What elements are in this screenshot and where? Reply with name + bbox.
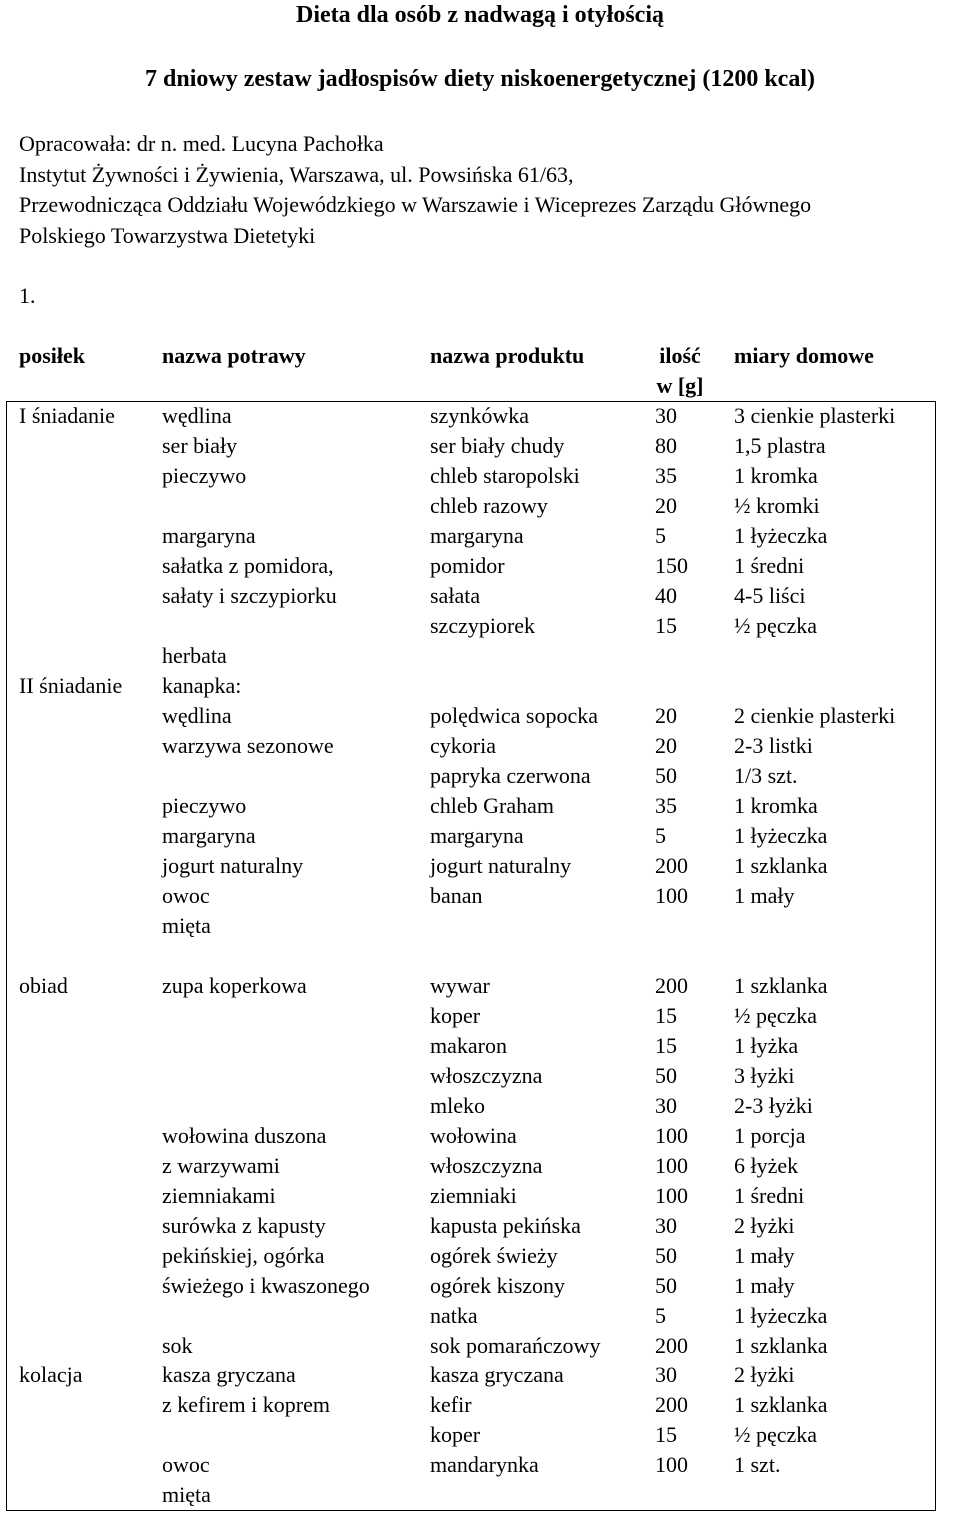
author-line: Polskiego Towarzystwa Dietetyki	[19, 222, 316, 248]
meal-name: kolacja	[19, 1362, 83, 1387]
meal-amounts: 30 80 35 20 5 150 40 15	[655, 403, 688, 638]
header-amount-line2: w [g]	[656, 373, 704, 398]
table-left-border	[6, 401, 7, 1511]
meal-products: szynkówka ser biały chudy chleb staropolski chleb razowy margaryna pomidor sałata szczypiorek	[430, 403, 580, 638]
meal-name: obiad	[19, 973, 68, 998]
meal-measures: 3 cienkie plasterki 1,5 plastra 1 kromka ½ kromki 1 łyżeczka 1 średni 4-5 liści ½ pęczka	[734, 403, 896, 638]
meal-measures: 1 szklanka ½ pęczka 1 łyżka 3 łyżki 2-3 łyżki 1 porcja 6 łyżek 1 średni 2 łyżki 1 mały 1 mały 1 łyżeczka 1 szklanka	[734, 973, 828, 1358]
header-measure: miary domowe	[734, 343, 874, 368]
meal-measures: 2 łyżki 1 szklanka ½ pęczka 1 szt.	[734, 1362, 828, 1477]
meal-products: kasza gryczana kefir koper mandarynka	[430, 1362, 564, 1477]
table-right-border	[935, 401, 936, 1511]
table-bottom-border	[6, 1510, 936, 1511]
author-line: Opracowała: dr n. med. Lucyna Pachołka	[19, 131, 384, 156]
document-subtitle: 7 dniowy zestaw jadłospisów diety niskoenergetycznej (1200 kcal)	[145, 66, 815, 92]
document-title: Dieta dla osób z nadwagą i otyłością	[295, 2, 664, 28]
author-line: Instytut Żywności i Żywienia, Warszawa, ul. Powsińska 61/63,	[19, 161, 574, 187]
header-amount-line1: ilość	[659, 343, 701, 368]
header-product: nazwa produktu	[430, 343, 585, 368]
meal-products: wywar koper makaron włoszczyzna mleko wołowina włoszczyzna ziemniaki kapusta pekińska ogórek świeży ogórek kiszony natka sok pomarańczowy	[430, 973, 601, 1358]
day-number: 1.	[19, 283, 36, 308]
meal-dishes: kanapka: wędlina warzywa sezonowe pieczywo margaryna jogurt naturalny owoc mięta	[162, 673, 334, 938]
meal-name: II śniadanie	[19, 673, 123, 698]
meal-amounts: 20 20 50 35 5 200 100	[655, 703, 688, 908]
meal-dishes: zupa koperkowa wołowina duszona z warzywami ziemniakami surówka z kapusty pekińskiej, ogórka świeżego i kwaszonego sok	[162, 973, 370, 1358]
header-dish: nazwa potrawy	[162, 343, 306, 368]
meal-name: I śniadanie	[19, 403, 115, 428]
meal-amounts: 200 15 15 50 30 100 100 100 30 50 50 5 200	[655, 973, 688, 1358]
meal-products: polędwica sopocka cykoria papryka czerwona chleb Graham margaryna jogurt naturalny banan	[430, 703, 598, 908]
meal-dishes: kasza gryczana z kefirem i koprem owoc mięta	[162, 1362, 330, 1507]
meal-measures: 2 cienkie plasterki 2-3 listki 1/3 szt. 1 kromka 1 łyżeczka 1 szklanka 1 mały	[734, 703, 896, 908]
header-meal: posiłek	[19, 343, 86, 368]
author-line: Przewodnicząca Oddziału Wojewódzkiego w Warszawie i Wiceprezes Zarządu Głównego	[19, 192, 812, 217]
meal-dishes: wędlina ser biały pieczywo margaryna sałatka z pomidora, sałaty i szczypiorku herbata	[162, 403, 337, 668]
meal-amounts: 30 200 15 100	[655, 1362, 688, 1477]
author-info	[19, 129, 811, 251]
header-amount	[640, 341, 720, 401]
